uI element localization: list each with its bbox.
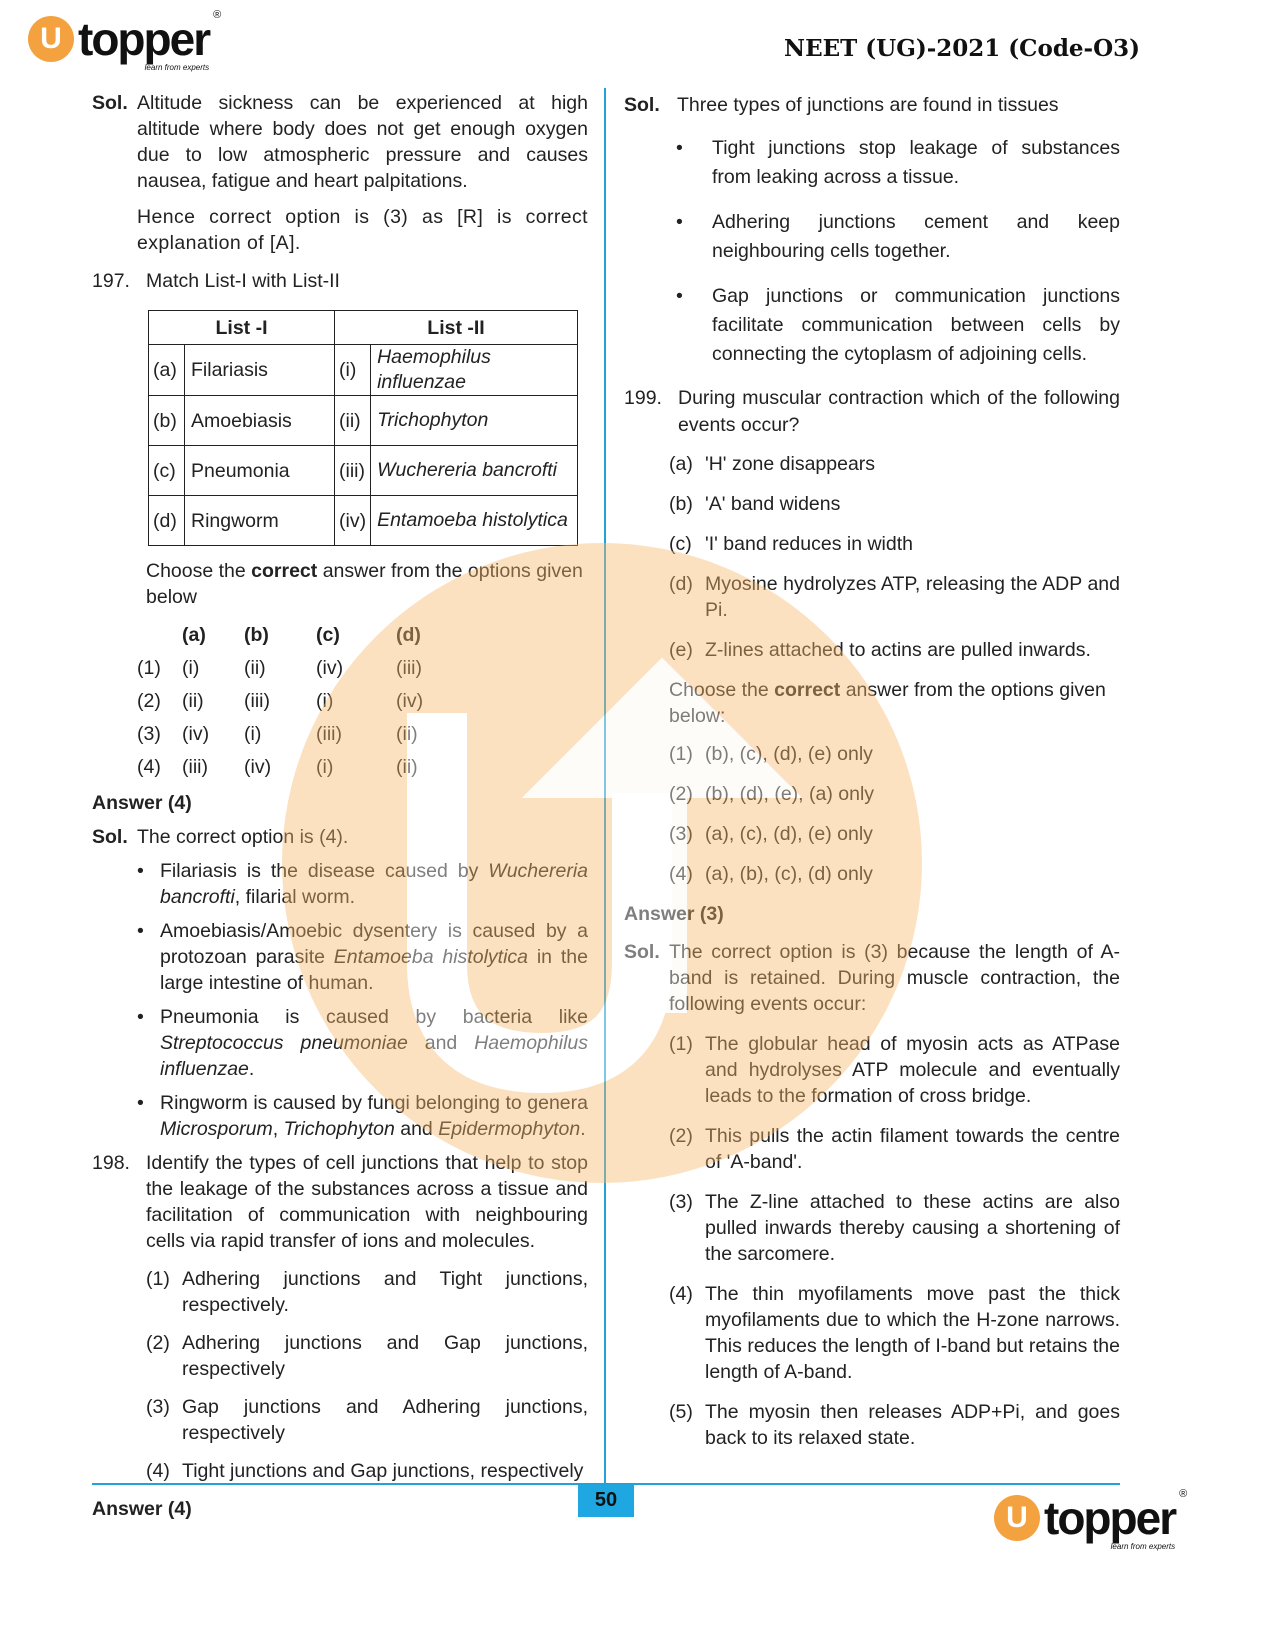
table-cell: Trichophyton xyxy=(371,396,578,446)
question-number: 199. xyxy=(624,387,662,409)
option-key: (3) xyxy=(146,1396,170,1418)
option-cell: (iv) xyxy=(396,690,424,712)
option-cell: (1) xyxy=(137,657,161,679)
option-key: (4) xyxy=(146,1460,170,1482)
option-item xyxy=(669,781,1120,807)
question-text: Match List-I with List-II xyxy=(146,270,340,292)
option-text: 'I' band reduces in width xyxy=(705,533,913,555)
logo-text: topper xyxy=(1044,1492,1176,1544)
option-cell: (iv) xyxy=(182,723,210,745)
option-text: The Z-line attached to these actins are also pulled inwards thereby causing a shortening of the sarcomere. xyxy=(705,1191,1120,1265)
option-key: (c) xyxy=(669,533,692,555)
option-key: (3) xyxy=(669,1191,693,1213)
option-key: (4) xyxy=(669,1283,693,1305)
option-item xyxy=(146,1458,588,1484)
option-cell: (3) xyxy=(137,723,161,745)
option-text: Adhering junctions and Tight junctions, respectively. xyxy=(182,1268,588,1316)
option-item xyxy=(146,1266,588,1318)
answer: Answer (4) xyxy=(92,792,192,814)
text-segment: Pneumonia is caused by bacteria like xyxy=(160,1006,588,1028)
table-cell: (iii) xyxy=(335,446,371,496)
bullet-item xyxy=(624,134,1120,192)
registered-mark: ® xyxy=(1179,1488,1188,1500)
option-item xyxy=(669,451,1120,477)
table-cell: (a) xyxy=(149,345,185,396)
option-cell: (i) xyxy=(244,723,262,745)
table-cell: Wuchereria bancrofti xyxy=(371,446,578,496)
option-key: (e) xyxy=(669,639,693,661)
option-text: (a), (b), (c), (d) only xyxy=(705,863,873,885)
choose-instruction xyxy=(624,677,1120,729)
text-segment: answer from the options given below xyxy=(146,560,583,608)
option-cell: (ii) xyxy=(396,723,418,745)
bullet-text: Tight junctions stop leakage of substances from leaking across a tissue. xyxy=(712,137,1120,188)
option-item xyxy=(669,861,1120,887)
option-cell: (i) xyxy=(316,690,334,712)
option-key: (1) xyxy=(669,1033,693,1055)
sol-text: The correct option is (4). xyxy=(137,826,349,848)
option-text: (a), (c), (d), (e) only xyxy=(705,823,873,845)
text-segment: Trichophyton xyxy=(283,1118,395,1140)
option-cell: (i) xyxy=(182,657,200,679)
option-key: (1) xyxy=(146,1268,170,1290)
option-cell: (ii) xyxy=(396,756,418,778)
list2-header: List -II xyxy=(335,311,578,345)
option-text: The myosin then releases ADP+Pi, and goes back to its relaxed state. xyxy=(705,1401,1120,1449)
bullet-icon: • xyxy=(137,860,144,882)
option-cell: (iii) xyxy=(244,690,270,712)
option-column-header: (a) xyxy=(182,624,206,646)
option-cell: (iv) xyxy=(244,756,272,778)
option-key: (b) xyxy=(669,493,693,515)
option-text: (b), (c), (d), (e) only xyxy=(705,743,873,765)
option-text: Adhering junctions and Gap junctions, respectively xyxy=(182,1332,588,1380)
option-item xyxy=(669,1123,1120,1175)
page-number: 50 xyxy=(578,1485,634,1517)
option-item xyxy=(669,1031,1120,1109)
option-text: The globular head of myosin acts as ATPase and hydrolyses ATP molecule and eventually leads to the formation of cross bridge. xyxy=(705,1033,1120,1107)
bullet-text xyxy=(160,918,588,996)
sol-text: Three types of junctions are found in tissues xyxy=(677,94,1059,116)
exam-title: NEET (UG)-2021 (Code-O3) xyxy=(784,35,1140,62)
question-number: 197. xyxy=(92,270,130,292)
option-item xyxy=(669,491,1120,517)
topper-u-icon: U xyxy=(28,16,74,62)
bullet-icon: • xyxy=(137,1092,144,1114)
option-text: (b), (d), (e), (a) only xyxy=(705,783,875,805)
text-segment: Ringworm is caused by fungi belonging to genera xyxy=(160,1092,588,1114)
option-key: (2) xyxy=(146,1332,170,1354)
option-cell: (iii) xyxy=(316,723,342,745)
text-segment: Wuchereria bancrofti xyxy=(160,860,588,908)
answer: Answer (4) xyxy=(92,1498,192,1520)
option-text: Z-lines attached to actins are pulled inwards. xyxy=(705,639,1091,661)
table-cell: (c) xyxy=(149,446,185,496)
sol-text: Altitude sickness can be experienced at high altitude where body does not get enough oxygen due to low atmospheric pressure and causes nausea, fatigue and heart palpitations. xyxy=(137,92,588,192)
text-segment: Choose the xyxy=(669,679,775,701)
text-segment: Filariasis is the disease caused by xyxy=(160,860,489,882)
text-segment: Entamoeba histolytica xyxy=(333,946,528,968)
option-cell: (ii) xyxy=(182,690,204,712)
right-column xyxy=(624,90,1120,1465)
option-text: This pulls the actin filament towards the centre of 'A-band'. xyxy=(705,1125,1120,1173)
text-segment: and xyxy=(407,1032,475,1054)
answer: Answer (3) xyxy=(624,903,724,925)
logo-tagline: learn from experts xyxy=(1110,1542,1176,1551)
choose-instruction xyxy=(92,558,588,610)
column-divider xyxy=(604,88,606,1485)
option-text: Tight junctions and Gap junctions, respectively xyxy=(182,1460,584,1482)
bullet-item xyxy=(92,1004,588,1082)
option-key: (5) xyxy=(669,1401,693,1423)
sol-text: The correct option is (3) because the length of A-band is retained. During muscle contraction, the following events occur: xyxy=(669,941,1120,1015)
option-cell: (ii) xyxy=(244,657,266,679)
option-key: (a) xyxy=(669,453,693,475)
table-cell: Haemophilus influenzae xyxy=(371,345,578,396)
option-cell: (4) xyxy=(137,756,161,778)
text-segment: , filarial worm. xyxy=(234,886,356,908)
option-cell: (iii) xyxy=(182,756,208,778)
hence-text: Hence correct option is (3) as [R] is correct explanation of [A]. xyxy=(137,206,588,254)
option-item xyxy=(669,821,1120,847)
text-segment: . xyxy=(248,1058,255,1080)
option-item xyxy=(669,1189,1120,1267)
option-cell: (i) xyxy=(316,756,334,778)
option-item xyxy=(669,1281,1120,1385)
text-segment: answer from the options given below: xyxy=(669,679,1106,727)
table-row xyxy=(149,496,578,546)
bullet-icon: • xyxy=(676,137,683,159)
text-segment: Streptococcus pneumoniae xyxy=(160,1032,408,1054)
bullet-icon: • xyxy=(676,211,683,233)
table-row xyxy=(149,446,578,496)
table-cell: Filariasis xyxy=(185,345,335,396)
option-item xyxy=(669,741,1120,767)
topper-u-icon: U xyxy=(994,1495,1040,1541)
option-key: (d) xyxy=(669,573,693,595)
option-column-header: (b) xyxy=(244,624,269,646)
option-item xyxy=(146,1330,588,1382)
match-table xyxy=(148,310,578,546)
option-text: Myosine hydrolyzes ATP, releasing the ADP and Pi. xyxy=(705,573,1120,621)
topper-logo-header xyxy=(28,9,222,72)
option-key: (1) xyxy=(669,743,693,765)
table-cell: Entamoeba histolytica xyxy=(371,496,578,546)
options-grid xyxy=(137,622,588,780)
sol-label: Sol. xyxy=(624,94,660,116)
bullet-text xyxy=(160,1090,588,1142)
bullet-text xyxy=(160,858,588,910)
bullet-item xyxy=(92,1090,588,1142)
option-column-header: (c) xyxy=(316,624,340,646)
logo-text: topper xyxy=(78,13,210,65)
table-cell: (ii) xyxy=(335,396,371,446)
sol-label: Sol. xyxy=(92,92,128,114)
option-key: (4) xyxy=(669,863,693,885)
option-item xyxy=(669,1399,1120,1451)
table-cell: Pneumonia xyxy=(185,446,335,496)
text-segment: Choose the xyxy=(146,560,252,582)
table-cell: (b) xyxy=(149,396,185,446)
option-item xyxy=(669,531,1120,557)
text-segment: Haemophilus influenzae xyxy=(160,1032,588,1080)
table-cell: (iv) xyxy=(335,496,371,546)
sol-label: Sol. xyxy=(624,941,660,963)
option-text: 'A' band widens xyxy=(705,493,841,515)
text-segment: in the large intestine of human. xyxy=(160,946,588,994)
text-segment: . xyxy=(580,1118,586,1140)
table-row xyxy=(149,396,578,446)
text-segment: Amoebiasis/Amoebic dysentery is caused by a protozoan parasite xyxy=(160,920,588,968)
text-segment: correct xyxy=(251,560,318,582)
bullet-icon: • xyxy=(676,285,683,307)
bullet-text: Gap junctions or communication junctions facilitate communication between cells by connecting the cytoplasm of adjoining cells. xyxy=(712,285,1120,365)
bullet-icon: • xyxy=(137,920,144,942)
registered-mark: ® xyxy=(213,9,222,21)
option-key: (2) xyxy=(669,1125,693,1147)
bullet-item xyxy=(624,282,1120,369)
option-cell: (iv) xyxy=(316,657,344,679)
text-segment: , xyxy=(272,1118,284,1140)
option-text: The thin myofilaments move past the thick myofilaments due to which the H-zone narrows. This reduces the length of I-band but retains the length of A-band. xyxy=(705,1283,1120,1383)
spacer xyxy=(137,622,182,648)
sol-label: Sol. xyxy=(92,826,128,848)
left-column xyxy=(92,90,588,1530)
bullet-item xyxy=(624,208,1120,266)
option-key: (2) xyxy=(669,783,693,805)
text-segment: and xyxy=(394,1118,439,1140)
bullet-text xyxy=(160,1004,588,1082)
option-item xyxy=(669,637,1120,663)
bullet-item xyxy=(92,858,588,910)
question-number: 198. xyxy=(92,1152,130,1174)
option-text: Gap junctions and Adhering junctions, respectively xyxy=(182,1396,588,1444)
bullet-icon: • xyxy=(137,1006,144,1028)
question-text: During muscular contraction which of the following events occur? xyxy=(678,387,1120,436)
option-key: (3) xyxy=(669,823,693,845)
topper-logo-footer xyxy=(994,1488,1188,1551)
table-cell: Ringworm xyxy=(185,496,335,546)
table-cell: (d) xyxy=(149,496,185,546)
option-cell: (iii) xyxy=(396,657,422,679)
table-cell: (i) xyxy=(335,345,371,396)
bullet-text: Adhering junctions cement and keep neighbouring cells together. xyxy=(712,211,1120,262)
option-column-header: (d) xyxy=(396,624,421,646)
table-row xyxy=(149,345,578,396)
logo-tagline: learn from experts xyxy=(144,63,210,72)
option-text: 'H' zone disappears xyxy=(705,453,876,475)
question-text: Identify the types of cell junctions that help to stop the leakage of the substances across a tissue and facilitation of communication with neighbouring cells via rapid transfer of ions and molecules. xyxy=(146,1152,588,1252)
text-segment: Epidermophyton xyxy=(438,1118,581,1140)
option-item xyxy=(146,1394,588,1446)
table-cell: Amoebiasis xyxy=(185,396,335,446)
list1-header: List -I xyxy=(149,311,335,345)
option-cell: (2) xyxy=(137,690,161,712)
option-item xyxy=(669,571,1120,623)
text-segment: Microsporum xyxy=(160,1118,273,1140)
bullet-item xyxy=(92,918,588,996)
text-segment: correct xyxy=(774,679,841,701)
